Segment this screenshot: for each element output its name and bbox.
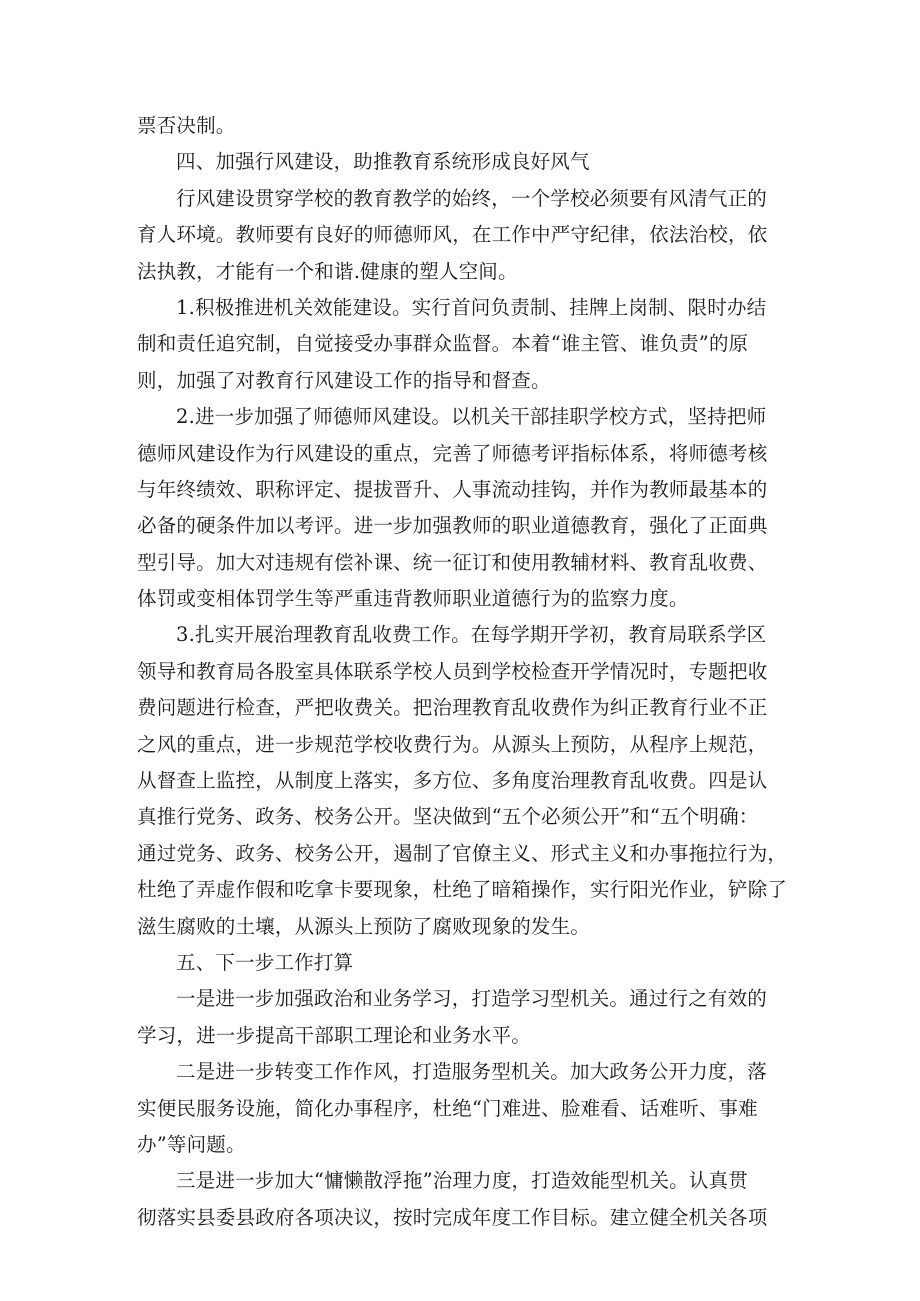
text-line: 五、下一步工作打算 [176, 950, 354, 974]
text-line: 办”等问题。 [137, 1132, 246, 1156]
text-line: 法执教，才能有一个和谐.健康的塑人空间。 [137, 259, 518, 283]
text-line: 1.积极推进机关效能建设。实行首问负责制、挂牌上岗制、限时办结 [176, 295, 767, 319]
text-line: 型引导。加大对违规有偿补课、统一征订和使用教辅材料、教育乱收费、 [137, 550, 768, 574]
text-line: 票否决制。 [137, 114, 236, 137]
text-line: 学习，进一步提高干部职工理论和业务水平。 [137, 1023, 532, 1047]
text-line: 必备的硬条件加以考评。进一步加强教师的职业道德教育，强化了正面典 [137, 514, 768, 538]
text-line: 一是进一步加强政治和业务学习，打造学习型机关。通过行之有效的 [176, 987, 768, 1011]
text-line: 2.进一步加强了师德师风建设。以机关干部挂职学校方式，坚持把师 [176, 405, 767, 429]
text-line: 制和责任追究制，自觉接受办事群众监督。本着“谁主管、谁负责”的原 [137, 332, 749, 356]
text-line: 体罚或变相体罚学生等严重违背教师职业道德行为的监察力度。 [137, 587, 689, 611]
text-line: 3.扎实开展治理教育乱收费工作。在每学期开学初，教育局联系学区 [176, 623, 767, 647]
text-line: 杜绝了弄虚作假和吃拿卡要现象，杜绝了暗箱操作，实行阳光作业，铲除了 [137, 878, 788, 902]
text-line: 真推行党务、政务、校务公开。坚决做到“五个必须公开”和“五个明确： [137, 805, 759, 829]
text-line: 领导和教育局各股室具体联系学校人员到学校检查开学情况时，专题把收 [137, 659, 768, 683]
text-line: 二是进一步转变工作作风，打造服务型机关。加大政务公开力度，落 [176, 1060, 768, 1084]
text-line: 育人环境。教师要有良好的师德师风，在工作中严守纪律，依法治校，依 [137, 223, 768, 247]
text-line: 四、加强行风建设，助推教育系统形成良好风气 [176, 150, 590, 174]
text-line: 实便民服务设施，简化办事程序，杜绝“门难进、脸难看、话难听、事难 [137, 1096, 758, 1120]
text-line: 从督查上监控，从制度上落实，多方位、多角度治理教育乱收费。四是认 [137, 769, 768, 793]
text-line: 德师风建设作为行风建设的重点，完善了师德考评指标体系，将师德考核 [137, 441, 768, 465]
document-body [137, 108, 789, 1236]
text-line: 费问题进行检查，严把收费关。把治理教育乱收费作为纠正教育行业不正 [137, 696, 768, 720]
text-line: 滋生腐败的土壤，从源头上预防了腐败现象的发生。 [137, 914, 591, 938]
text-line: 三是进一步加大“慵懒散浮拖”治理力度，打造效能型机关。认真贯 [176, 1169, 748, 1193]
text-line: 行风建设贯穿学校的教育教学的始终，一个学校必须要有风清气正的 [176, 186, 768, 210]
text-line: 与年终绩效、职称评定、提拔晋升、人事流动挂钩，并作为教师最基本的 [137, 477, 768, 501]
text-line: 则，加强了对教育行风建设工作的指导和督查。 [137, 368, 551, 392]
text-line: 通过党务、政务、校务公开，遏制了官僚主义、形式主义和办事拖拉行为， [137, 841, 788, 865]
text-line: 彻落实县委县政府各项决议，按时完成年度工作目标。建立健全机关各项 [137, 1205, 768, 1229]
text-line: 之风的重点，进一步规范学校收费行为。从源头上预防，从程序上规范， [137, 732, 768, 756]
